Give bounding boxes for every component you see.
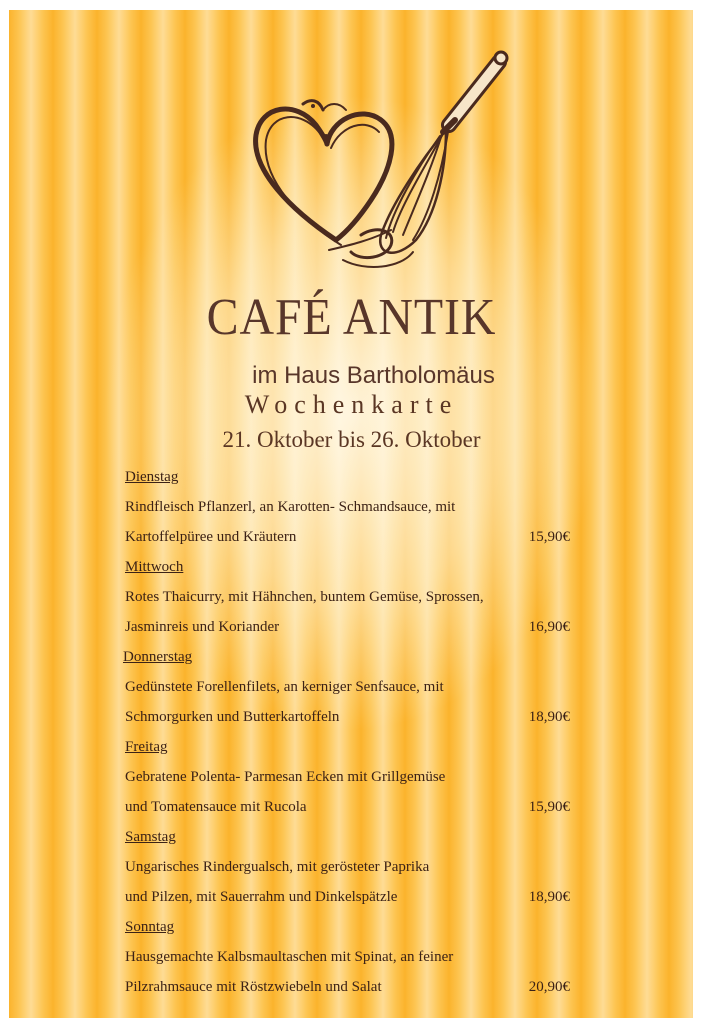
menu-heading: Wochenkarte <box>244 390 459 419</box>
dish-line-2: und Pilzen, mit Sauerrahm und Dinkelspätzle 18,90€ <box>125 882 570 912</box>
price: 18,90€ <box>528 889 570 905</box>
menu-item-samstag <box>125 822 570 912</box>
day-label: Sonntag <box>125 919 175 935</box>
day-label: Samstag <box>125 829 176 845</box>
menu-item-donnerstag <box>125 642 570 732</box>
dish-line-1: Gebratene Polenta- Parmesan Ecken mit Grillgemüse <box>125 769 446 785</box>
dish-line-2: Kartoffelpüree und Kräutern 15,90€ <box>125 522 570 552</box>
dish-line-2: Jasminreis und Koriander 16,90€ <box>125 612 570 642</box>
dish-line-1: Rindfleisch Pflanzerl, an Karotten- Schmandsauce, mit <box>125 499 456 515</box>
day-label: Freitag <box>125 739 168 755</box>
dish-line-1: Rotes Thaicurry, mit Hähnchen, buntem Gemüse, Sprossen, <box>125 589 484 605</box>
price: 15,90€ <box>528 799 570 815</box>
price: 16,90€ <box>528 619 570 635</box>
cafe-subtitle: im Haus Bartholomäus <box>252 362 495 389</box>
dish-line-1: Gedünstete Forellenfilets, an kerniger Senfsauce, mit <box>125 679 444 695</box>
weekly-menu <box>125 462 570 1002</box>
menu-item-sonntag <box>125 912 570 1002</box>
menu-item-freitag <box>125 732 570 822</box>
day-label: Donnerstag <box>123 649 193 665</box>
price: 18,90€ <box>528 709 570 725</box>
dish-line-1: Ungarisches Rindergualsch, mit gerösteter Paprika <box>125 859 430 875</box>
menu-item-mittwoch <box>125 552 570 642</box>
day-label: Mittwoch <box>125 559 184 575</box>
menu-item-dienstag <box>125 462 570 552</box>
dish-line-2: Schmorgurken und Butterkartoffeln 18,90€ <box>125 702 570 732</box>
dish-line-2: Pilzrahmsauce mit Röstzwiebeln und Salat 20,90€ <box>125 972 570 1002</box>
day-label: Dienstag <box>125 469 179 485</box>
dish-line-1: Hausgemachte Kalbsmaultaschen mit Spinat, an feiner <box>125 949 454 965</box>
date-range: 21. Oktober bis 26. Oktober <box>222 427 481 452</box>
cafe-title: CAFÉ ANTIK <box>206 289 497 346</box>
price: 20,90€ <box>528 979 570 995</box>
price: 15,90€ <box>528 529 570 545</box>
heart-whisk-icon <box>231 40 531 290</box>
dish-line-2: und Tomatensauce mit Rucola 15,90€ <box>125 792 570 822</box>
